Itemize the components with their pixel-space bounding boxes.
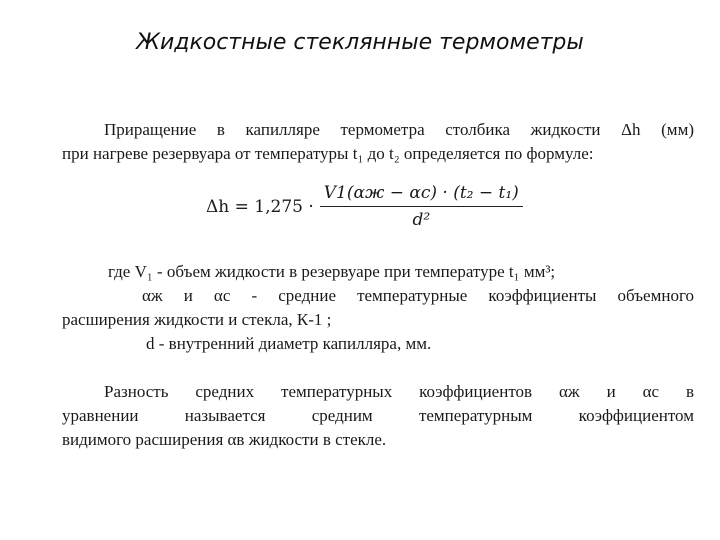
def-line-2: αж и αс - средние температурные коэффициенты объемного xyxy=(142,286,694,305)
intro-line-1: Приращение в капилляре термометра столбика жидкости Δh (мм) xyxy=(104,120,694,139)
def-line-4: d - внутренний диаметр капилляра, мм. xyxy=(146,334,432,353)
conclusion-line-2: уравнении называется средним температурным коэффициентом xyxy=(62,406,694,425)
intro-paragraph xyxy=(62,118,694,166)
formula-denominator: d² xyxy=(412,210,431,230)
conclusion-line-3: видимого расширения αв жидкости в стекле. xyxy=(62,430,387,449)
formula-fraction xyxy=(320,183,523,230)
formula-lhs: Δh = 1,275 · xyxy=(206,196,314,217)
def-line-1: где V₁ - объем жидкости в резервуаре при температуре t₁ мм³; xyxy=(108,262,556,281)
conclusion-line-1: Разность средних температурных коэффициентов αж и αс в xyxy=(104,382,694,401)
formula-numerator: V1(αж − αс) · (t₂ − t₁) xyxy=(320,183,523,207)
definitions xyxy=(62,260,694,356)
slide-title: Жидкостные стеклянные термометры xyxy=(136,30,584,55)
intro-line-2: при нагреве резервуара от температуры t₁ до t₂ определяется по формуле: xyxy=(62,144,594,163)
conclusion-paragraph xyxy=(62,380,694,452)
def-line-3: расширения жидкости и стекла, К-1 ; xyxy=(62,310,332,329)
formula xyxy=(206,183,523,230)
